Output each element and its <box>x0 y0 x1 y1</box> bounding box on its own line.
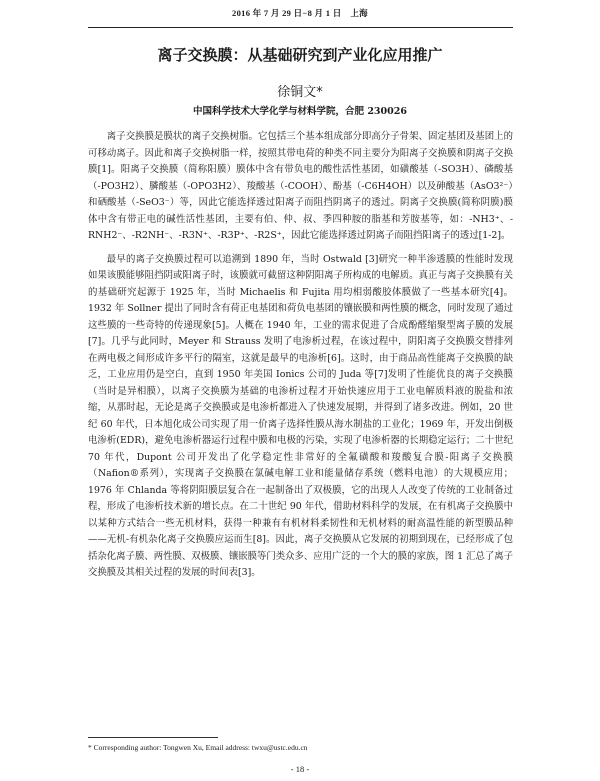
running-header: 2016 年 7 月 29 日−8 月 1 日 上海 <box>232 8 368 18</box>
paragraph-intro: 离子交换膜是膜状的离子交换树脂。它包括三个基本组成部分即高分子骨架、固定基团及基团上的可移动离子。因此和离子交换树脂一样，按照其带电荷的种类不同主要分为阳离子交换膜和阴离子交换膜[1]。阳离子交换膜（简称阳膜）膜体中含有带负电的酸性活性基团，如磺酸基（-SO3H）、磷酸基（-PO3H2）、膦酸基（-OPO3H2）、羧酸基（-COOH）、酚基（-C6H4OH）以及砷酸基（AsO3²⁻）和硒酸基（-SeO3⁻）等，因此它能选择透过阳离子而阻挡阴离子的透过。阴离子交换膜(简称阴膜)膜体中含有带正电的碱性活性基团，主要有伯、仲、叔、季四种胺的脂基和芳胺基等，如：-NH3⁺、-RNH2⁻、-R2NH⁻、-R3N⁺、-R3P⁺、-R2S⁺，因此它能选择透过阴离子而阻挡阳离子的透过[1-2]。 <box>88 131 513 241</box>
footnote: * Corresponding author: Tongwen Xu, Email address: twxu@ustc.edu.cn <box>88 743 308 752</box>
header-rule <box>88 27 513 28</box>
footnote-rule <box>88 737 218 738</box>
author-name: 徐铜文* <box>277 85 323 100</box>
page-number: - 18 - <box>290 764 310 774</box>
article-title: 离子交换膜：从基础研究到产业化应用推广 <box>157 46 443 64</box>
article-body <box>88 129 513 589</box>
author-affiliation: 中国科学技术大学化学与材料学院，合肥 230026 <box>193 106 407 117</box>
paragraph-history: 最早的离子交换膜过程可以追溯到 1890 年，当时 Ostwald [3]研究一种半渗透膜的性能时发现如果该膜能够阻挡阴或阳离子时，该膜就可截留这种阴阳离子所构成的电解质。真正与离子交换膜有关的基础研究起源于 1925 年，当时 Michaelis 和 Fujita 用均相弱酸胶体膜做了一些基本研究[4]。1932 年 Sollner 提出了同时含有荷正电基团和荷负电基团的镶嵌膜和两性膜的概念，同时发现了通过这些膜的一些奇特的传递现象[5]。人概在 1940 年，工业的需求促进了合成酚醛缩聚型离子膜的发展[7]。几乎与此同时，Meyer 和 Strauss 发明了电渗析过程，在该过程中，阴阳离子交换膜交替排列在两电极之间形成许多平行的隔室，这就是最早的电渗析[6]。这时，由于商品高性能离子交换膜的缺乏，工业应用仍是空白，直到 1950 年美国 Ionics 公司的 Juda 等[7]发明了性能优良的离子交换膜（当时是异相膜），以离子交换膜为基础的电渗析过程才开始快速应用于工业电解质料液的脱盐和浓缩，从那时起，无论是离子交换膜或是电渗析都进入了快速发展期，并得到了诸多改进。例如，20 世纪 60 年代，日本旭化成公司实现了用一价离子选择性膜从海水制盐的工业化；1969 年，开发出倒极电渗析(EDR)，避免电渗析器运行过程中膜和电极的污染，实现了电渗析器的长期稳定运行；二十世纪 70 年代，Dupont 公司开发出了化学稳定性非常好的全氟磺酸和羧酸复合膜-阳离子交换膜（Nafion®系列），实现离子交换膜在氯碱电解工业和能量储存系统（燃料电池）的大规模应用；1976 年 Chlanda 等将阴阳膜层复合在一起制备出了双极膜，它的出现人人改变了传统的工业制备过程，形成了电渗析技术新的增长点。在二十世纪 90 年代，借助材料科学的发展，在有机离子交换膜中以某种方式结合一些无机材料，获得一种兼有有机材料柔韧性和无机材料的耐高温性能的新型膜品种——无机-有机杂化离子交换膜应运而生[8]。因此，离子交换膜从它发展的初期到现在，已经形成了包括杂化离子膜、两性膜、双极膜、镶嵌膜等门类众多、应用广泛的一个大的膜的家族，图 1 汇总了离子交换膜及其相关过程的发展的时间表[3]。 <box>88 253 513 578</box>
